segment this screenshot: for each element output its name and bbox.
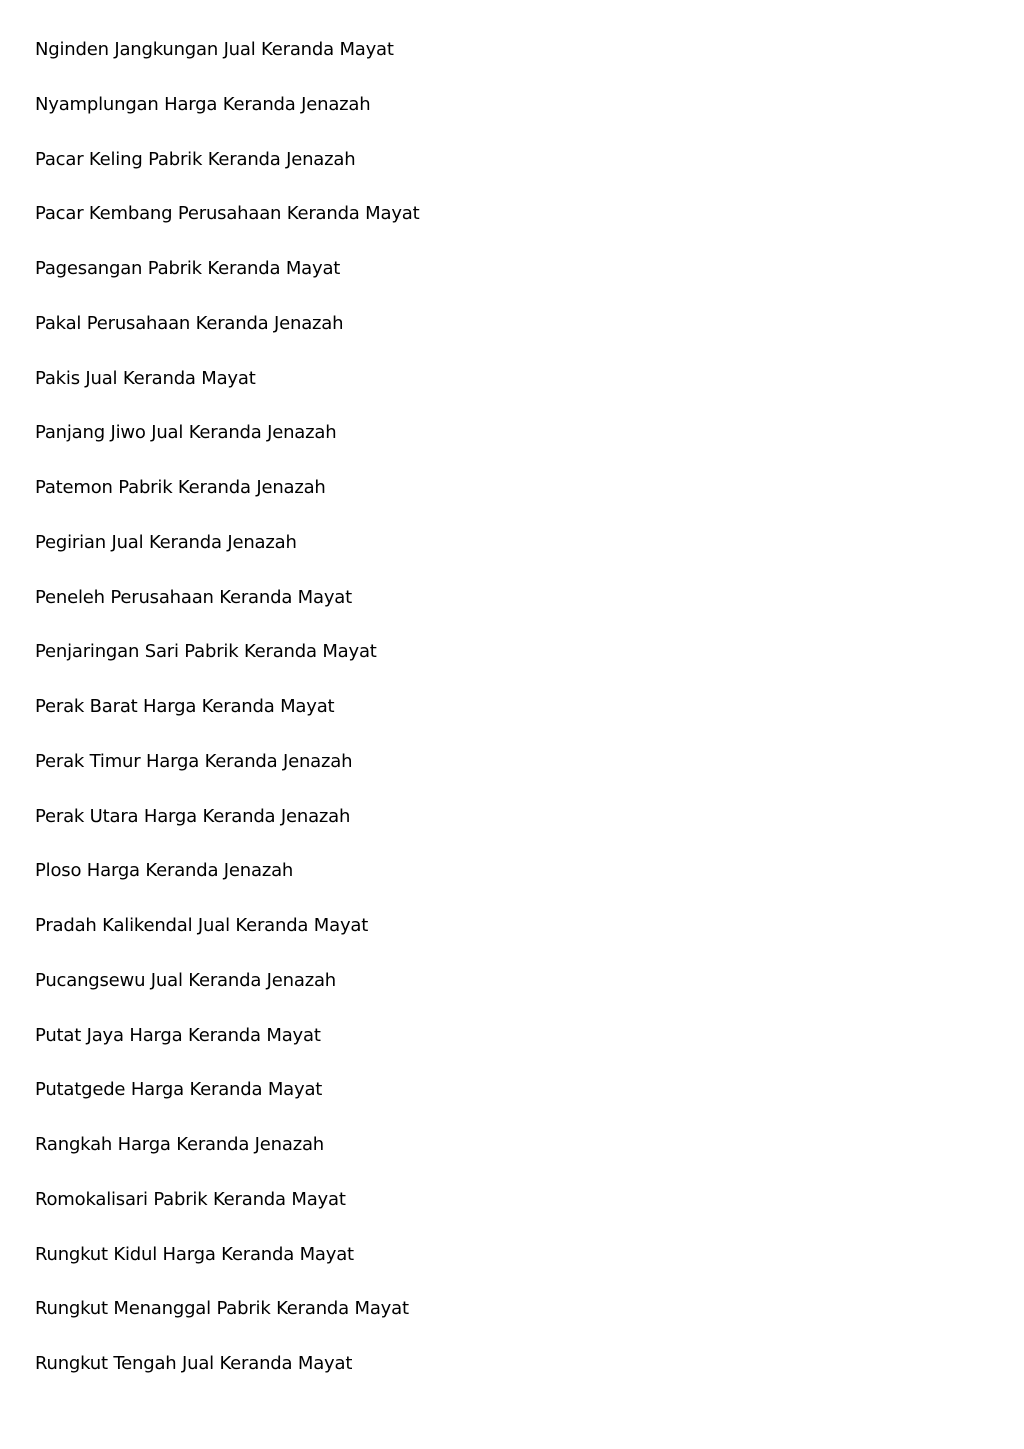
list-item: Perak Barat Harga Keranda Mayat (35, 696, 335, 717)
list-item: Pagesangan Pabrik Keranda Mayat (35, 258, 341, 279)
list-item: Pucangsewu Jual Keranda Jenazah (35, 969, 336, 991)
list-item: Rungkut Kidul Harga Keranda Mayat (35, 1243, 354, 1265)
keyword-list (35, 36, 419, 1405)
list-item: Pegirian Jual Keranda Jenazah (35, 531, 297, 553)
list-item: Romokalisari Pabrik Keranda Mayat (35, 1188, 346, 1210)
list-item: Patemon Pabrik Keranda Jenazah (35, 477, 326, 498)
list-item: Pacar Keling Pabrik Keranda Jenazah (35, 148, 356, 170)
list-item: Penjaringan Sari Pabrik Keranda Mayat (35, 641, 377, 663)
list-item: Rangkah Harga Keranda Jenazah (35, 1134, 324, 1155)
list-item: Perak Timur Harga Keranda Jenazah (35, 750, 353, 772)
list-item: Pradah Kalikendal Jual Keranda Mayat (35, 915, 369, 936)
list-item: Rungkut Menanggal Pabrik Keranda Mayat (35, 1298, 409, 1320)
list-item: Rungkut Tengah Jual Keranda Mayat (35, 1353, 353, 1374)
list-item: Ploso Harga Keranda Jenazah (35, 860, 294, 882)
list-item: Pacar Kembang Perusahaan Keranda Mayat (35, 203, 420, 225)
list-item: Pakis Jual Keranda Mayat (35, 367, 256, 389)
list-item: Nyamplungan Harga Keranda Jenazah (35, 93, 371, 115)
list-item: Putatgede Harga Keranda Mayat (35, 1079, 323, 1101)
list-item: Putat Jaya Harga Keranda Mayat (35, 1024, 321, 1046)
list-item: Pakal Perusahaan Keranda Jenazah (35, 312, 344, 334)
list-item: Peneleh Perusahaan Keranda Mayat (35, 586, 352, 608)
list-item: Nginden Jangkungan Jual Keranda Mayat (35, 39, 394, 60)
list-item: Panjang Jiwo Jual Keranda Jenazah (35, 422, 337, 444)
list-item: Perak Utara Harga Keranda Jenazah (35, 805, 351, 827)
